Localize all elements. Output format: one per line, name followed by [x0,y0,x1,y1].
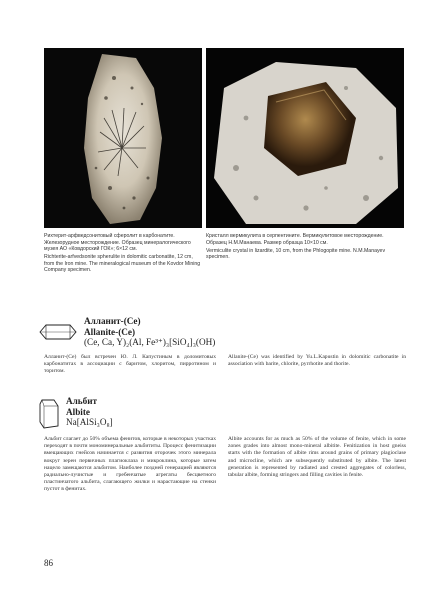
albite-text-ru: Альбит слагает до 50% объема фенитов, которые в некоторых участках переходят в почти мономинеральные альбититы. Процесс фенитизации вмещающих гнейсов начинается с развития оторочек этого минерала вокруг зерен первичных плагиоклаза и микроклина, которые затем нацело замещаются альбитом. Наиболее поздней генерацией являются радиально-лучистые и гребенчатые агрегаты бесцветного пластинчатого альбита, слагающего жилки и нарастающие на стенки пустот в фенитах. [44,436,216,493]
allanite-text-ru: Алланит-(Се) был встречен Ю. Л. Капустиным в доломитовых карбонатитах в ассоциации с баритом, хлоритом, пирротином и торитом. [44,354,216,375]
photo-vermiculite [206,48,404,228]
caption-right-ru: Кристалл вермикулита в серпентините. Вермикулитовое месторождение. Образец Н.М.Манаева. Размер образца 10×10 см. [206,233,384,246]
caption-right [206,233,404,262]
allanite-formula: (Ce, Ca, Y)₂(Al, Fe³⁺)₃[SiO₄]₃(OH) [84,337,216,347]
caption-left [44,233,202,276]
caption-left-en: Richterite-arfvedsonite spherulite in dolomitic carbonatite, 12 cm, from the Iron mine. The mineralogical museum of the Kovdor Mining Company specimen. [44,254,201,274]
albite-name-ru: Альбит [66,396,98,406]
allanite-header [84,316,404,348]
photo-spherulite [44,48,202,228]
albite-text-en: Albite accounts for as much as 50% of the volume of fenite, which in some zones grades into almost mono-mineral albitite. Fenitization in host gneiss starts with the formation of albite rims around grains of primary plagioclase and microcline, which are subsequently substituted by albite. The latest generation is represented by radiated and crested aggregates of colorless, tabular albite, forming stringers and filling cavities in fenite. [228,436,406,479]
allanite-name-ru: Алланит-(Ce) [84,316,141,326]
caption-right-en: Vermiculite crystal in lizardite, 10 cm, from the Phlogopite mine. N.M.Manayev specimen. [206,247,386,261]
albite-crystal-icon [38,398,60,430]
allanite-text-en: Allanite-(Ce) was identified by Yu.L.Kapustin in dolomitic carbonatite in association with barite, chlorite, pyrrhotite and thorite. [228,354,406,368]
allanite-crystal-icon [38,322,78,342]
allanite-name-en: Allanite-(Ce) [84,326,136,337]
page-number: 86 [44,558,53,568]
albite-name-en: Albite [66,406,90,417]
caption-left-ru: Рихтерит-арфведсонитовый сферолит в карбонатите. Железорудное месторождение. Образец минералогического музея АО «Ковдорский ГОК»; 6×12 см. [44,233,191,253]
albite-formula: Na[AlSi₃O₈] [66,417,113,427]
albite-header [66,396,366,428]
